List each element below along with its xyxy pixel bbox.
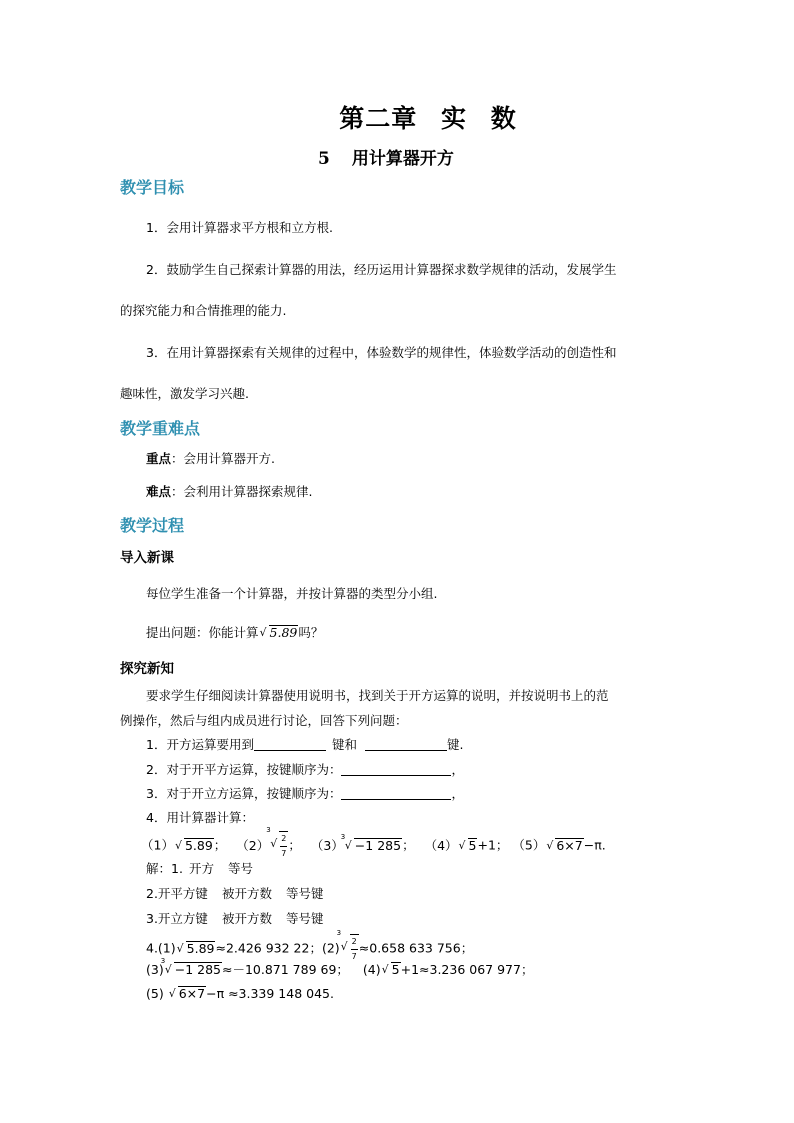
root-index: 3: [336, 929, 342, 937]
sqrt-expression: √ 5.89: [259, 625, 298, 640]
objective-3: 3．在用计算器探索有关规律的过程中，体验数学的规律性，体验数学活动的创造性和: [146, 345, 617, 360]
answer-blank: [365, 738, 447, 751]
radicand: 5.89: [186, 940, 215, 956]
answer-text: 被开方数: [221, 911, 272, 926]
denominator: 7: [281, 849, 287, 858]
separator: ，: [451, 786, 464, 801]
radicand: 5: [468, 837, 477, 853]
exercise-label: （4）: [424, 837, 458, 853]
answer-1: [146, 859, 253, 877]
q3-text: 3．对于开立方运算，按键顺序为：: [146, 786, 342, 801]
explore-para-1: 要求学生仔细阅读计算器使用说明书，找到关于开方运算的说明，并按说明书上的范: [146, 688, 609, 703]
radicand: 5.89: [184, 837, 213, 853]
answer-value: −π ≈3.339 148 045.: [206, 986, 334, 1001]
answer-value: ≈－10.871 789 69；: [221, 962, 349, 977]
lesson-number: 5: [318, 149, 330, 169]
radicand: 6×7: [556, 837, 583, 853]
separator: ；: [402, 837, 415, 853]
answer-label: (3): [146, 962, 164, 977]
difficult-label: 难点: [146, 484, 172, 499]
question-3: [146, 784, 464, 802]
fraction: [279, 831, 288, 861]
answer-label: 解：1.: [146, 861, 183, 876]
question-4: 4．用计算器计算：: [146, 810, 254, 825]
q1-text-end: 键.: [446, 737, 464, 752]
intro-question: 提出问题：你能计算: [146, 625, 259, 640]
answer-2: [146, 884, 323, 902]
separator: ；: [213, 837, 227, 853]
intro-heading: 导入新课: [120, 550, 174, 566]
root-index: 3: [160, 957, 166, 965]
sqrt-expression: √ 5: [381, 962, 400, 977]
q1-text-mid: 键和: [331, 737, 357, 752]
lesson-title: [318, 144, 454, 169]
section-objectives: 教学目标: [120, 178, 185, 197]
answer-3: [146, 909, 323, 927]
sqrt-expression: √ 6×7: [168, 986, 206, 1001]
answer-text: 等号键: [285, 886, 324, 901]
question-2: [146, 760, 464, 778]
exercise-label: （3）: [310, 837, 344, 853]
question-1: [146, 735, 463, 753]
section-key-points: 教学重难点: [120, 419, 201, 438]
answer-text: 2.开平方键: [146, 886, 208, 901]
answer-label: (5): [146, 986, 164, 1001]
denominator: 7: [351, 952, 357, 961]
numerator: 2: [280, 832, 287, 847]
answer-6: [146, 986, 334, 1001]
answer-5: [146, 957, 534, 978]
difficult-text: ：会利用计算器探索规律.: [171, 484, 313, 499]
answer-text: 等号键: [285, 911, 324, 926]
separator: ；: [288, 837, 301, 853]
chapter-title: 第二章 实 数: [339, 104, 517, 133]
q2-text: 2．对于开平方运算，按键顺序为：: [146, 762, 342, 777]
answer-text: 被开方数: [221, 886, 272, 901]
cbrt-expression: 3 √ −1 285: [160, 957, 221, 977]
section-process: 教学过程: [120, 516, 185, 535]
key-label: 重点: [146, 451, 172, 466]
numerator: 2: [351, 935, 358, 950]
answer-blank: [254, 738, 326, 751]
separator: ，: [451, 762, 464, 777]
key-text: ：会用计算器开方.: [171, 451, 275, 466]
objective-3-cont: 趣味性，激发学习兴趣.: [120, 386, 249, 401]
answer-value: +1≈3.236 067 977；: [400, 962, 534, 977]
sqrt-expression: √ 5.89: [176, 940, 215, 956]
radicand: 6×7: [178, 986, 206, 1001]
expression-tail: −π.: [583, 837, 606, 853]
exercise-label: （1）: [141, 837, 174, 853]
radicand: 5: [391, 962, 400, 977]
exercise-label: （2）: [236, 837, 270, 853]
intro-question-end: 吗？: [298, 625, 324, 640]
explore-heading: 探究新知: [120, 661, 174, 677]
cbrt-expression: 3 √ $\frac{2}{7}$: [341, 934, 359, 964]
q1-text: 1．开方运算要用到: [146, 737, 254, 752]
cbrt-expression: 3 √ $\frac{2}{7}$: [270, 831, 288, 861]
objective-2-cont: 的探究能力和合情推理的能力.: [120, 303, 287, 318]
radicand: −1 285: [354, 837, 402, 853]
objective-2: 2．鼓励学生自己探索计算器的用法，经历运用计算器探求数学规律的活动，发展学生: [146, 262, 617, 277]
sqrt-expression: √ 6×7: [546, 837, 583, 853]
root-index: 3: [340, 832, 346, 841]
key-point: [146, 449, 275, 467]
sqrt-expression: √ 5.89: [174, 837, 213, 853]
explore-para-2: 例操作，然后与组内成员进行讨论，回答下列问题：: [120, 713, 408, 728]
exercise-label: （5）: [512, 837, 546, 853]
radicand: 5.89: [269, 625, 298, 640]
answer-blank: [341, 787, 451, 800]
answer-text: 3.开立方键: [146, 911, 208, 926]
answer-text: 等号: [227, 861, 253, 876]
intro-line-2: [146, 623, 323, 641]
difficult-point: [146, 482, 313, 500]
separator: ；: [495, 837, 509, 853]
cbrt-expression: 3 √ −1 285: [340, 832, 402, 853]
exercise-list: [141, 826, 606, 861]
answer-label: 4.(1): [146, 940, 176, 956]
objective-1: 1．会用计算器求平方根和立方根.: [146, 220, 333, 235]
answer-label: (4): [362, 962, 381, 977]
root-index: 3: [266, 826, 271, 834]
sqrt-expression: √ 5: [458, 837, 477, 853]
expression-tail: +1: [477, 837, 496, 853]
answer-blank: [341, 763, 451, 776]
radicand: −1 285: [174, 962, 221, 977]
answer-value: ≈2.426 932 22；(2): [215, 940, 340, 956]
lesson-name: 用计算器开方: [351, 149, 454, 169]
intro-line-1: 每位学生准备一个计算器，并按计算器的类型分小组.: [146, 586, 438, 601]
answer-text: 开方: [188, 861, 214, 876]
answer-value: ≈0.658 633 756；: [358, 940, 474, 956]
